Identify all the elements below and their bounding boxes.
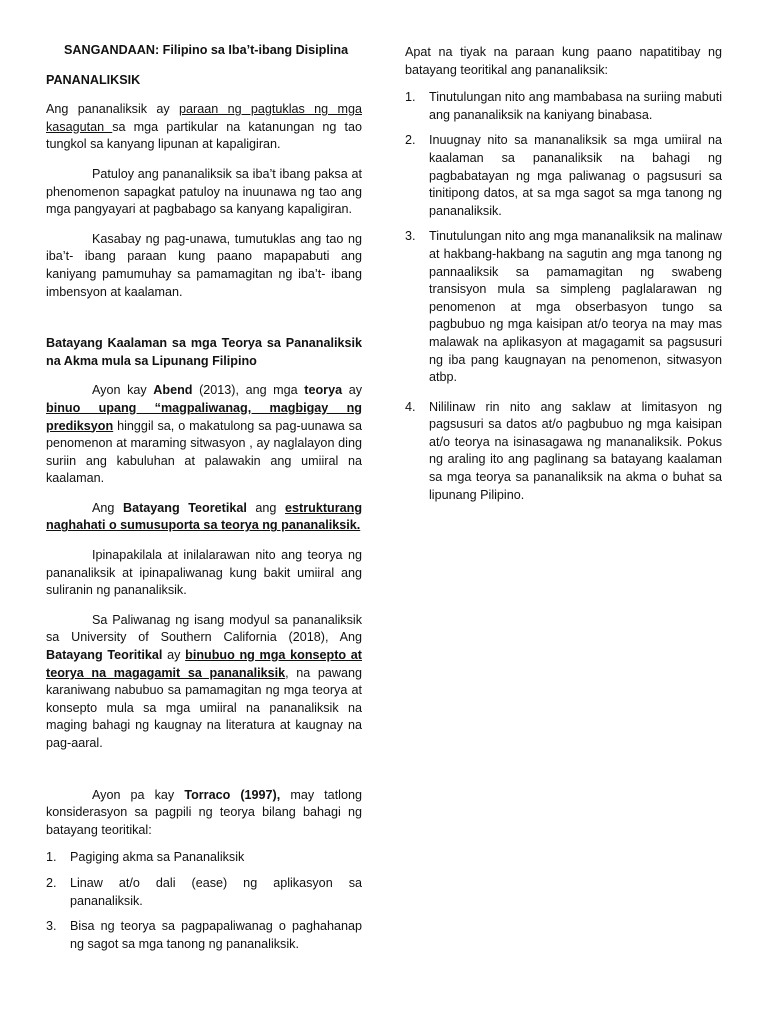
paragraph-apat-na-paraan: Apat na tiyak na paraan kung paano napatitibay ng batayang teoritikal ang pananaliksik: bbox=[405, 45, 722, 77]
paragraph-ipinapakilala: Ipinapakilala at inilalarawan nito ang teorya ng pananaliksik at ipinapaliwanag kung bakit umiiral ang suliranin ng pananaliksik. bbox=[46, 548, 362, 598]
section-heading-batayang-kaalaman: Batayang Kaalaman sa mga Teorya sa Pananaliksik na Akma mula sa Lipunang Filipino bbox=[46, 336, 362, 368]
paragraph-intro: Ang pananaliksik ay paraan ng pagtuklas ng mga kasagutan sa mga partikular na katanungan ng tao tungkol sa kanyang lipunan at kapaligiran. bbox=[46, 102, 363, 152]
list-item: 1. Tinutulungan nito ang mambabasa na suriing mabuti ang pananaliksik na kaniyang binabasa. bbox=[405, 90, 722, 122]
document-title: SANGANDAAN: Filipino sa Iba’t-ibang Disiplina bbox=[64, 43, 349, 57]
list-item: 3. Tinutulungan nito ang mga mananaliksik na malinaw at hakbang-hakbang na sagutin ang mga tanong ng pannaaliksik sa pamamagitan ng swabeng transisyon mula sa simpleng paglalarawan ng penomenon at mga obserbasyon tungo sa pagbubuo ng mga kaisipan at/o teorya na may mas malawak na aplikasyon at magagamit sa pagsusuri ng iba pang kaugnayan na penomenon, sitwasyon atbp. bbox=[405, 229, 722, 385]
list-item: 2. Linaw at/o dali (ease) ng aplikasyon sa pananaliksik. bbox=[46, 875, 362, 908]
list-item: 4. Nililinaw rin nito ang saklaw at limitasyon ng pagsusuri sa datos at/o pagbubuo ng mga kaisipan at/o teorya na isinasagawa ng mananaliksik. Pokus ng araling ito ang paglinang sa batayang kaalaman sa mga teorya sa pananaliksik na akma o buhat sa lipunang Pilipino. bbox=[405, 399, 722, 502]
paragraph-abend: Ayon kay Abend (2013), ang mga teorya ay binuo upang “magpaliwanag, magbigay ng prediksyon hinggil sa, o makatulong sa pag-uunawa sa penomenon at maraming sitwasyon , ay naglalayon ding suriin ang kabuluhan at palawakin ang umiiral na kaalaman. bbox=[46, 383, 362, 486]
ways-list bbox=[405, 89, 722, 504]
paragraph-usc: Sa Paliwanag ng isang modyul sa pananaliksik sa University of Southern California (2018), Ang Batayang Teoritikal ay binubuo ng mga konsepto at teorya na magagamit sa pananaliksik, na pawang karaniwang nabubuo sa pamamagitan ng mga teorya at konsepto mula sa mga umiiral na pananaliksik na maging bahagi ng kaugnay na literatura at kaugnay na pag-aaral. bbox=[46, 612, 362, 750]
section-title: PANANALIKSIK bbox=[46, 72, 141, 87]
paragraph-kasabay: Kasabay ng pag-unawa, tumutuklas ang tao ng iba’t- ibang paraan kung paano mapapabuti ang kaniyang pamumuhay sa pamamagitan ng iba’t- ibang imbensyon at kaalaman. bbox=[46, 231, 362, 299]
torraco-list bbox=[46, 849, 362, 953]
paragraph-batayang-teoretikal: Ang Batayang Teoretikal ang estrukturang naghahati o sumusuporta sa teorya ng pananaliksik. bbox=[46, 500, 363, 533]
list-item: 1. Pagiging akma sa Pananaliksik bbox=[46, 850, 245, 865]
left-column bbox=[46, 40, 362, 961]
paragraph-patuloy: Patuloy ang pananaliksik sa iba’t ibang paksa at phenomenon sapagkat patuloy na inuunawa ng tao ang mga pangyayari at pagbabago sa kanyang kapaligiran. bbox=[46, 166, 362, 217]
paragraph-torraco: Ayon pa kay Torraco (1997), may tatlong konsiderasyon sa pagpili ng teorya bilang bahagi ng batayang teoritikal: bbox=[46, 787, 362, 837]
right-column bbox=[405, 44, 722, 512]
list-item: 2. Inuugnay nito sa mananaliksik sa mga umiiral na kaalaman sa pananaliksik na bahagi ng pagbabatayan ng mga paliwanag o pagsusuri sa tinitipong datos, at sa mga sagot sa mga tanong ng pananaliksik. bbox=[405, 133, 722, 218]
list-item: 3. Bisa ng teorya sa pagpapaliwanag o paghahanap ng sagot sa mga tanong ng pananaliksik. bbox=[46, 919, 362, 951]
